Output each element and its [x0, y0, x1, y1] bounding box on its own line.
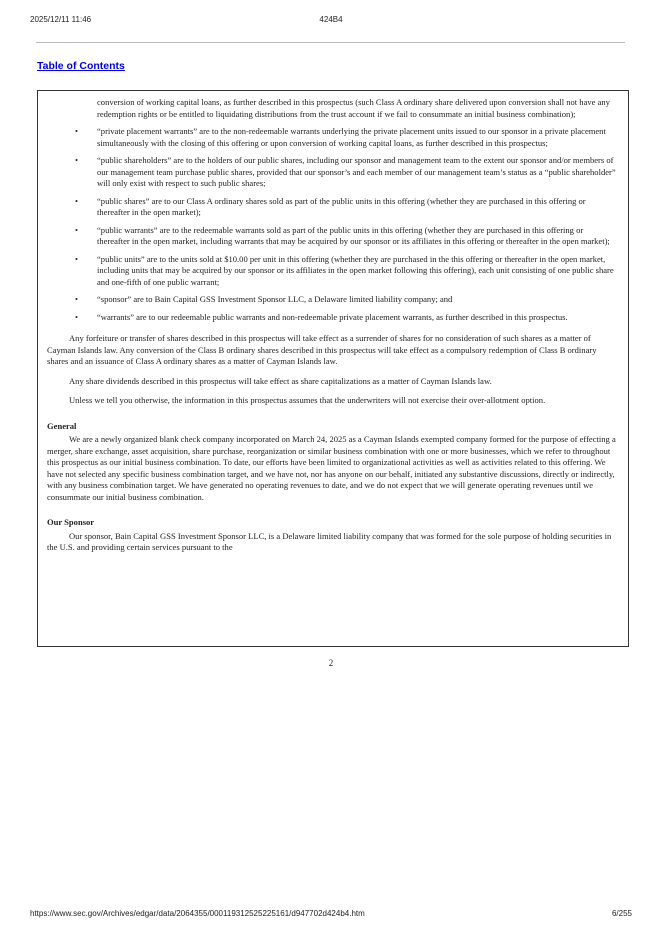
bullet-icon: •: [75, 126, 78, 136]
footer-url: https://www.sec.gov/Archives/edgar/data/2064355/000119312525225161/d947702d424b4.htm: [30, 909, 365, 918]
bullet-icon: •: [75, 195, 78, 206]
list-item: [47, 312, 618, 324]
list-item: [47, 196, 618, 219]
bullet-icon: •: [75, 224, 78, 235]
bullet-icon: •: [75, 155, 78, 165]
table-of-contents-link[interactable]: Table of Contents: [37, 60, 125, 72]
list-item-text: “public warrants” are to the redeemable warrants sold as part of the public units in this offering (whether they are purchased in this offering or thereafter in the open market, including warrants that may be acquired by our sponsor or its affiliates in this offering or thereafter in the open market);: [97, 224, 610, 246]
print-datetime: 2025/12/11 11:46: [30, 15, 92, 24]
general-paragraph: We are a newly organized blank check company incorporated on March 24, 2025 as a Cayman Islands exempted company formed for the purpose of effecting a merger, share exchange, asset acquisition, share purchase, reorganization or similar business combination with one or more businesses, which we refer to throughout this prospectus as our initial business combination. To date, our efforts have been limited to organizational activities as well as activities related to this offering. We have not selected any specific business combination target, and we have not, nor has anyone on our behalf, initiated any substantive discussions, directly or indirectly, with any business combination target. We have generated no operating revenues to date, and we do not expect that we will generate operating revenues until we consummate our initial business combination.: [47, 434, 616, 502]
list-item-text: “sponsor” are to Bain Capital GSS Investment Sponsor LLC, a Delaware limited liability company; and: [97, 294, 453, 304]
sponsor-paragraph: Our sponsor, Bain Capital GSS Investment Sponsor LLC, is a Delaware limited liability company that was formed for the sole purpose of holding securities in the U.S. and providing certain services pursuant to the: [47, 530, 612, 552]
paragraph: Any forfeiture or transfer of shares described in this prospectus will take effect as a surrender of shares for no consideration of such shares as a matter of Cayman Islands law. Any conversion of the Class B ordinary shares described in this prospectus will take effect as a compulsory redemption of Class B ordinary shares and an issuance of Class A ordinary shares as a matter of Cayman Islands law.: [47, 333, 597, 366]
divider: [36, 42, 625, 43]
section-heading-sponsor: Our Sponsor: [47, 517, 95, 527]
content-box: [37, 90, 629, 647]
bullet-icon: •: [75, 311, 78, 322]
list-item: [47, 225, 618, 248]
paragraph: Unless we tell you otherwise, the information in this prospectus assumes that the underwriters will not exercise their over-allotment option.: [69, 395, 546, 405]
paragraph: Any share dividends described in this prospectus will take effect as share capitalizations as a matter of Cayman Islands law.: [69, 375, 492, 386]
section-heading-general: General: [47, 420, 77, 431]
list-item: [47, 126, 618, 149]
list-item-text: “warrants” are to our redeemable public warrants and non-redeemable private placement warrants, as further described in this prospectus.: [97, 311, 568, 322]
list-item: [47, 155, 618, 190]
bullet-icon: •: [75, 294, 78, 304]
document-title: 424B4: [319, 15, 343, 24]
list-item: [47, 254, 618, 289]
definition-list: [47, 126, 618, 323]
continuation-text: conversion of working capital loans, as further described in this prospectus (such Class A ordinary share delivered upon conversion shall not have any redemption rights or be entitled to liquidating distributions from the trust account if we fail to consummate an initial business combination);: [97, 97, 610, 119]
bullet-icon: •: [75, 253, 78, 264]
list-item-text: “private placement warrants” are to the non-redeemable warrants underlying the private placement units issued to our sponsor in a private placement simultaneously with the closing of this offering or upon conversion of working capital loans, as further described in this prospectus;: [97, 126, 606, 148]
list-item-text: “public shares” are to our Class A ordinary shares sold as part of the public units in this offering (whether they are purchased in this offering or thereafter in the open market);: [97, 195, 586, 217]
list-item: [47, 294, 618, 306]
page-number: 2: [328, 658, 334, 668]
list-item-text: “public shareholders” are to the holders of our public shares, including our sponsor and management team to the extent our sponsor and/or members of our management team purchase public shares, provided that our sponsor’s and each member of our management team’s status as a “public shareholder” will only exist with respect to such public shares;: [97, 155, 616, 188]
list-item-text: “public units” are to the units sold at $10.00 per unit in this offering (whether they are purchased in the this offering or thereafter in the open market, including units that may be acquired by our sponsor or its affiliates in the open market following this offering), each unit consisting of one public share and one-fifth of one public warrant;: [97, 253, 614, 287]
footer-page-count: 6/255: [611, 909, 632, 918]
